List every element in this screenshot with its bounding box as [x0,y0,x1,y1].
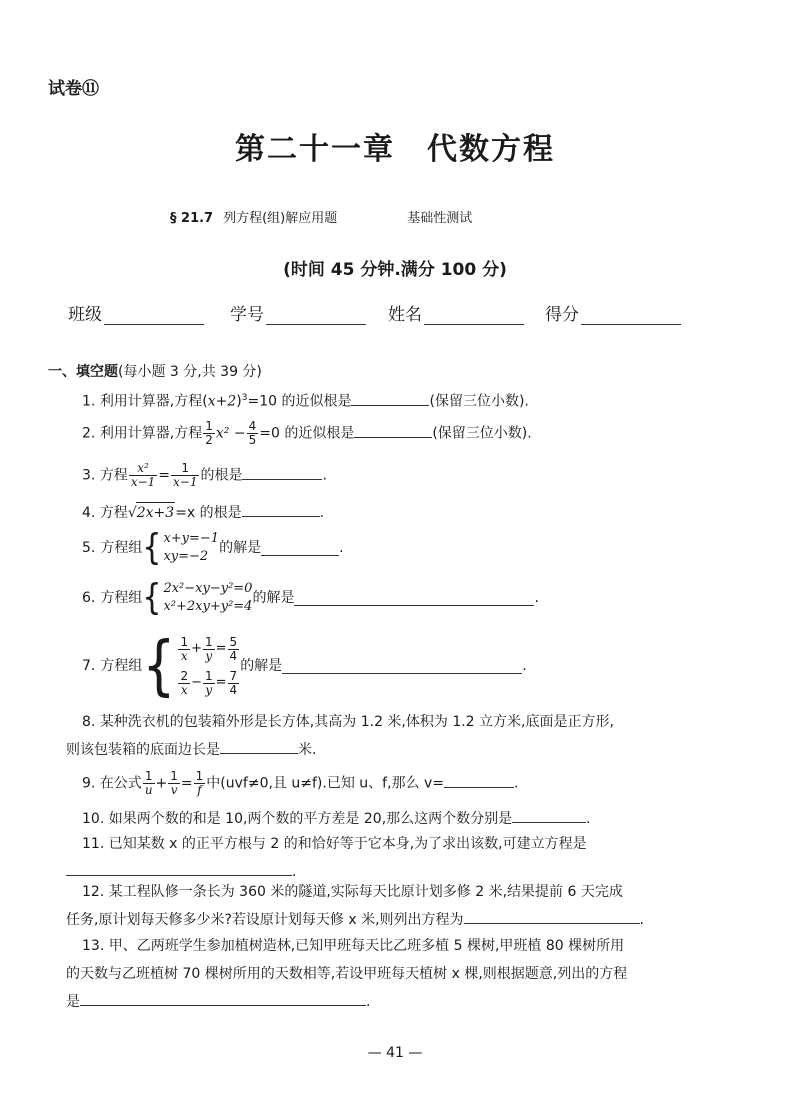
q1-eq: =10 的近似根是 [247,393,352,410]
q12-text: 某工程队修一条长为 360 米的隧道,实际每天比原计划多修 2 米,结果提前 6 天完成 [108,884,623,900]
part-heading [48,361,262,381]
q2-eq: =0 的近似根是 [259,425,355,442]
answer-blank[interactable] [444,773,514,788]
numerator: 1 [205,419,213,433]
answer-blank[interactable] [80,991,366,1006]
student-id-label: 学号 [230,305,264,325]
system-row: x²+2xy+y²=4 [163,599,253,614]
time-info: (时间 45 分钟.满分 100 分) [283,260,507,280]
fraction [143,770,155,797]
question-number: 10. [82,811,105,827]
denominator: 5 [248,433,257,447]
q8-end: 米. [298,742,317,758]
q5-post: 的解是 [219,540,262,556]
q6-end: . [534,590,539,606]
page-number: — 41 — [367,1045,423,1061]
q7-post: 的解是 [240,658,283,674]
question-3 [82,462,327,489]
equation-system [142,628,240,704]
question-number: 4. [82,505,96,521]
q2-term: x² − [215,425,246,442]
name-field[interactable] [388,300,524,325]
answer-blank[interactable] [354,423,432,438]
q9-text: 在公式 [99,775,142,792]
section-line [170,207,472,226]
question-number: 1. [82,393,96,410]
question-number: 2. [82,425,96,442]
sqrt-sign: √ [127,505,137,521]
q3-eq: = [158,467,171,484]
fraction [203,420,215,447]
student-id-blank[interactable] [266,306,366,325]
question-number: 3. [82,467,96,484]
denominator: v [170,783,178,797]
denominator: x−1 [130,475,156,489]
q12-end: . [639,912,644,928]
denominator: f [197,783,202,797]
answer-blank[interactable] [351,391,429,406]
question-number: 6. [82,590,96,606]
system-row: $\frac{2}{x}$ − $\frac{1}{y}$ = $\frac{7}{4}$ [180,668,238,697]
q2-post: (保留三位小数). [432,425,532,442]
answer-blank[interactable] [261,541,339,556]
question-1 [82,388,529,412]
question-6 [82,576,539,619]
section-type: 基础性测试 [407,211,473,226]
equation-system [142,526,220,569]
answer-blank[interactable] [464,909,640,924]
q11-text: 已知某数 x 的正平方根与 2 的和恰好等于它本身,为了求出该数,可建立方程是 [108,836,587,852]
q8-text-2: 则该包装箱的底面边长是 [66,742,220,758]
fraction [168,770,180,797]
q6-text: 方程组 [100,590,143,606]
section-number: § 21.7 [170,211,214,226]
q4-radicand: 2x+3 [136,502,175,523]
question-9 [82,770,518,797]
answer-blank[interactable] [242,502,320,517]
denominator: x−1 [173,475,198,489]
q11-end: . [292,864,297,880]
question-number: 5. [82,540,96,556]
question-13 [66,932,726,1016]
answer-blank[interactable] [242,465,322,480]
question-number: 11. [82,836,105,852]
answer-blank[interactable] [220,739,298,754]
question-5 [82,526,344,569]
fraction [171,462,199,489]
q12-text-2: 任务,原计划每天修多少米?若设原计划每天修 x 米,则列出方程为 [66,912,464,928]
q9-post: 中(uvf≠0,且 u≠f).已知 u、f,那么 v= [206,775,444,792]
q9-end: . [514,775,519,792]
class-field[interactable] [68,300,204,325]
q13-end: . [366,994,371,1010]
q13-text-3: 是 [66,994,80,1010]
denominator: u [144,783,153,797]
q4-mid: =x 的根是 [175,505,242,521]
student-id-field[interactable] [230,300,366,325]
q10-end: . [586,811,591,827]
system-row: xy=−2 [163,549,209,564]
question-8 [66,708,726,764]
question-number: 9. [82,775,96,792]
q6-post: 的解是 [252,590,295,606]
question-number: 13. [82,938,105,954]
q4-end: . [319,505,325,521]
numerator: 1 [171,462,199,476]
fraction [247,420,259,447]
part-note: (每小题 3 分,共 39 分) [118,364,262,380]
numerator: 4 [248,419,257,433]
question-7 [82,628,527,704]
numerator: x² [129,462,157,476]
score-blank[interactable] [581,306,681,325]
question-2 [82,420,532,447]
q3-post: 的根是 [200,467,243,484]
denominator: 2 [205,433,213,447]
system-row: 2x²−xy−y²=0 [163,581,253,596]
brace-icon: { [142,576,162,619]
q9-eq: = [180,775,193,792]
answer-blank[interactable] [294,591,534,606]
question-number: 8. [82,714,96,730]
q2-text: 利用计算器,方程 [99,425,203,442]
q4-text: 方程 [99,505,128,521]
q10-text: 如果两个数的和是 10,两个数的平方差是 20,那么这两个数分别是 [108,811,513,827]
q7-text: 方程组 [100,658,143,674]
q5-end: . [339,540,344,556]
q9-plus: + [155,775,168,792]
score-label: 得分 [545,305,579,325]
name-label: 姓名 [388,305,422,325]
class-blank[interactable] [104,306,204,325]
q7-end: . [522,658,527,674]
q3-text: 方程 [99,467,128,484]
q13-text-2: 的天数与乙班植树 70 棵树所用的天数相等,若设甲班每天植树 x 棵,则根据题意,列出的方程 [66,966,628,982]
section-name: 列方程(组)解应用题 [223,211,338,226]
score-field[interactable] [545,300,681,325]
question-10 [82,808,591,829]
class-label: 班级 [68,305,102,325]
q3-end: . [322,467,327,484]
answer-blank[interactable] [66,861,292,876]
q8-text: 某种洗衣机的包装箱外形是长方体,其高为 1.2 米,体积为 1.2 立方米,底面是正方形, [99,714,614,730]
answer-blank[interactable] [512,808,586,823]
q1-expr: x+2 [207,393,237,410]
question-number: 7. [82,658,96,674]
equation-system [142,576,253,619]
name-blank[interactable] [424,306,524,325]
numerator: 1 [195,769,204,783]
brace-icon: { [142,628,176,704]
question-4 [82,502,324,523]
system-row: x+y=−1 [163,531,220,546]
q1-paren: ) [236,393,242,410]
chapter-title: 第二十一章 代数方程 [235,132,555,167]
fraction [129,462,157,489]
numerator: 1 [143,770,155,784]
system-row: $\frac{1}{x}$ + $\frac{1}{y}$ = $\frac{5}{4}$ [180,634,238,663]
fraction [194,770,206,797]
paper-label: 试卷⑪ [48,79,99,99]
answer-blank[interactable] [282,659,522,674]
q1-exponent: 3 [241,393,248,403]
part-title: 一、填空题 [48,364,118,380]
numerator: 1 [170,769,178,783]
q13-text: 甲、乙两班学生参加植树造林,已知甲班每天比乙班多植 5 棵树,甲班植 80 棵树所用 [108,938,625,954]
question-number: 12. [82,884,105,900]
brace-icon: { [142,526,162,569]
q1-text: 利用计算器,方程( [99,393,208,410]
question-12 [66,878,726,934]
q5-text: 方程组 [100,540,143,556]
q1-post: (保留三位小数). [429,393,529,410]
